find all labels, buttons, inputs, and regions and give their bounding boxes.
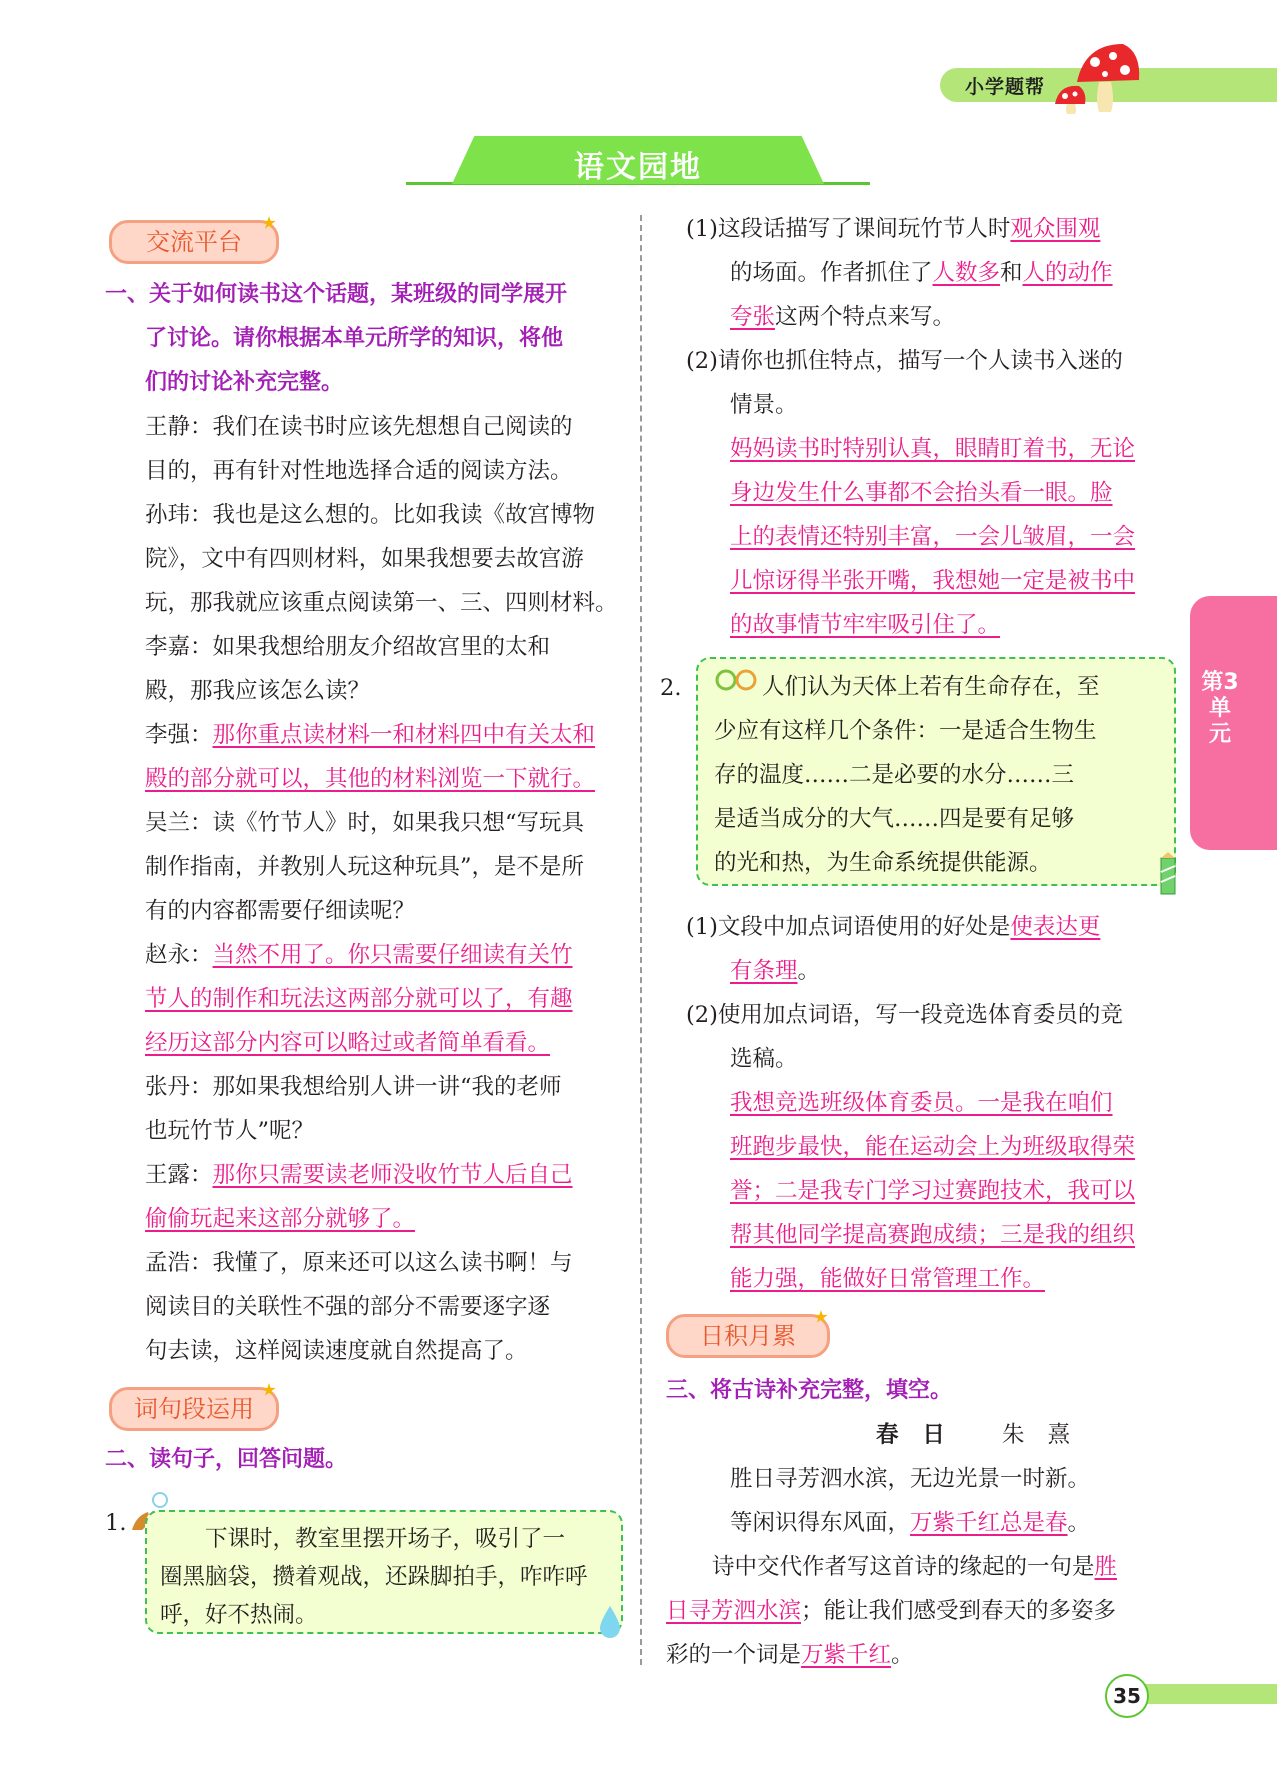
quote-text: 存的温度……二是必要的水分……三 — [714, 762, 1075, 788]
answer-text: 万紫千红总是春 — [910, 1510, 1068, 1536]
speaker-name: 赵永： — [145, 942, 213, 968]
question-3-text — [666, 1596, 1116, 1626]
answer-text: 节人的制作和玩法这两部分就可以了，有趣 — [145, 986, 573, 1012]
question-1-line: 们的讨论补充完整。 — [145, 370, 344, 395]
dialogue-line: 孙玮：我也是这么想的。比如我读《故宫博物 — [145, 502, 596, 528]
sub-question-1-line — [730, 258, 1113, 288]
mushroom-icon — [1055, 42, 1145, 114]
poem-line — [730, 1508, 1090, 1538]
dialogue-line: 孟浩：我懂了，原来还可以这么读书啊！与 — [145, 1250, 573, 1276]
sub-question-2-1 — [686, 912, 1100, 942]
dialogue-line: 院》，文中有四则材料，如果我想要去故宫游 — [145, 546, 584, 572]
sub-question-1 — [686, 214, 1100, 244]
answer-text: 当然不用了。你只需要仔细读有关竹 — [212, 942, 573, 968]
answer-text: 日寻芳泗水滨 — [666, 1598, 802, 1624]
quote-text: 圈黑脑袋，攒着观战，还跺脚拍手，咋咋呼 — [160, 1564, 588, 1590]
question-3: 三、将古诗补充完整，填空。 — [666, 1378, 953, 1403]
question-text: 这两个特点来写。 — [775, 304, 956, 330]
answer-text: 偷偷玩起来这部分就够了。 — [145, 1206, 416, 1232]
answer-text: 我想竞选班级体育委员。一是我在咱们 — [730, 1090, 1113, 1116]
item-number: 2. — [660, 675, 682, 701]
dialogue-line: 制作指南，并教别人玩这种玩具”，是不是所 — [145, 854, 585, 880]
answer-text: 儿惊讶得半张开嘴，我想她一定是被书中 — [730, 568, 1136, 594]
poem-text: 。 — [1067, 1510, 1091, 1536]
answer-text: 帮其他同学提高赛跑成绩；三是我的组织 — [730, 1222, 1136, 1248]
item-number: 1. — [105, 1510, 127, 1536]
water-drop-icon — [596, 1604, 624, 1638]
answer-text: 妈妈读书时特别认真，眼睛盯着书，无论 — [730, 436, 1136, 462]
answer-text: 的故事情节牢牢吸引住了。 — [730, 612, 1001, 638]
answer-text: 使表达更 — [1010, 914, 1101, 940]
unit-label: 第3单元 — [1201, 670, 1239, 747]
brand-name: 小学题帮 — [965, 76, 1046, 98]
answer-text: 上的表情还特别丰富，一会儿皱眉，一会 — [730, 524, 1136, 550]
answer-text: 胜 — [1094, 1554, 1118, 1580]
question-1: 一、关于如何读书这个话题，某班级的同学展开 — [105, 282, 568, 307]
answer-text: 身边发生什么事都不会抬头看一眼。脸 — [730, 480, 1113, 506]
page-title: 语文园地 — [574, 150, 702, 185]
section-label-usage: 词句段运用 — [109, 1387, 279, 1431]
question-text: (1)这段话描写了课间玩竹节人时 — [686, 216, 1011, 242]
question-1-line: 了讨论。请你根据本单元所学的知识，将他 — [145, 326, 564, 351]
question-3-text — [666, 1640, 914, 1670]
quote-text: 是适当成分的大气……四是要有足够 — [714, 806, 1075, 832]
column-divider — [640, 215, 642, 1665]
poem-author: 朱 熹 — [1002, 1422, 1079, 1448]
question-text: 彩的一个词是 — [666, 1642, 802, 1668]
quote-text: 下课时，教室里摆开场子，吸引了一 — [205, 1526, 566, 1552]
answer-text: 有条理 — [730, 958, 798, 984]
dialogue-line — [145, 1160, 573, 1190]
quote-text: 少应有这样几个条件：一是适合生物生 — [714, 718, 1097, 744]
dialogue-line: 李嘉：如果我想给朋友介绍故宫里的太和 — [145, 634, 551, 660]
section-label-accumulate: 日积月累 — [666, 1314, 830, 1358]
answer-text: 能力强，能做好日常管理工作。 — [730, 1266, 1046, 1292]
question-3-text — [712, 1552, 1117, 1582]
answer-text: 万紫千红 — [801, 1642, 892, 1668]
answer-text: 人的动作 — [1022, 260, 1113, 286]
sub-question-2-1-line — [730, 956, 820, 986]
dialogue-line: 阅读目的关联性不强的部分不需要逐字逐 — [145, 1294, 551, 1320]
dialogue-line: 句去读，这样阅读速度就自然提高了。 — [145, 1338, 528, 1364]
dialogue-line: 有的内容都需要仔细读呢？ — [145, 898, 416, 924]
dialogue-line: 吴兰：读《竹节人》时，如果我只想“写玩具 — [145, 810, 585, 836]
question-text: 的场面。作者抓住了 — [730, 260, 933, 286]
answer-text: 誉；二是我专门学习过赛跑技术，我可以 — [730, 1178, 1136, 1204]
sub-question-2: (2)请你也抓住特点，描写一个人读书入迷的 — [686, 348, 1123, 374]
sub-question-2-line: 情景。 — [730, 392, 798, 418]
dialogue-line: 张丹：那如果我想给别人讲一讲“我的老师 — [145, 1074, 562, 1100]
dialogue-line: 王静：我们在读书时应该先想想自己阅读的 — [145, 414, 573, 440]
dialogue-line: 殿，那我应该怎么读？ — [145, 678, 371, 704]
poem-line: 胜日寻芳泗水滨，无边光景一时新。 — [730, 1466, 1091, 1492]
dialogue-line: 目的，再有针对性地选择合适的阅读方法。 — [145, 458, 573, 484]
poem-text: 等闲识得东风面， — [730, 1510, 911, 1536]
question-text: 。 — [891, 1642, 914, 1668]
question-2: 二、读句子，回答问题。 — [105, 1447, 348, 1472]
page-number: 35 — [1105, 1674, 1149, 1718]
question-text: 和 — [1000, 260, 1023, 286]
dialogue-line: 玩，那我就应该重点阅读第一、三、四则材料。 — [145, 590, 618, 616]
quote-text: 的光和热，为生命系统提供能源。 — [714, 850, 1052, 876]
answer-text: 夸张 — [730, 304, 776, 330]
speaker-name: 李强： — [145, 722, 213, 748]
quote-text: 人们认为天体上若有生命存在，至 — [762, 674, 1100, 700]
poem-title: 春 日 — [876, 1422, 953, 1448]
answer-text: 人数多 — [932, 260, 1001, 286]
sub-question-1-line — [730, 302, 955, 332]
answer-text: 那你只需要读老师没收竹节人后自己 — [212, 1162, 573, 1188]
question-text: 。 — [797, 958, 821, 984]
answer-text: 班跑步最快，能在运动会上为班级取得荣 — [730, 1134, 1136, 1160]
sub-question-2-2: (2)使用加点词语，写一段竞选体育委员的竞 — [686, 1002, 1123, 1028]
question-text: 诗中交代作者写这首诗的缘起的一句是 — [712, 1554, 1095, 1580]
answer-text: 观众围观 — [1010, 216, 1101, 242]
question-text: ；能让我们感受到春天的多姿多 — [801, 1598, 1117, 1624]
question-text: (1)文段中加点词语使用的好处是 — [686, 914, 1011, 940]
dialogue-line — [145, 720, 595, 750]
answer-text: 那你重点读材料一和材料四中有关太和 — [212, 722, 596, 748]
section-label-exchange: 交流平台 — [109, 220, 279, 264]
speaker-name: 王露： — [145, 1162, 213, 1188]
dialogue-line — [145, 940, 573, 970]
quote-text: 呼，好不热闹。 — [160, 1602, 318, 1628]
answer-text: 殿的部分就可以，其他的材料浏览一下就行。 — [145, 766, 596, 792]
sub-question-2-2-line: 选稿。 — [730, 1046, 798, 1072]
answer-text: 经历这部分内容可以略过或者简单看看。 — [145, 1030, 551, 1056]
rings-icon — [714, 664, 760, 692]
pencil-icon — [1158, 852, 1178, 896]
dialogue-line: 也玩竹节人”呢？ — [145, 1118, 315, 1144]
